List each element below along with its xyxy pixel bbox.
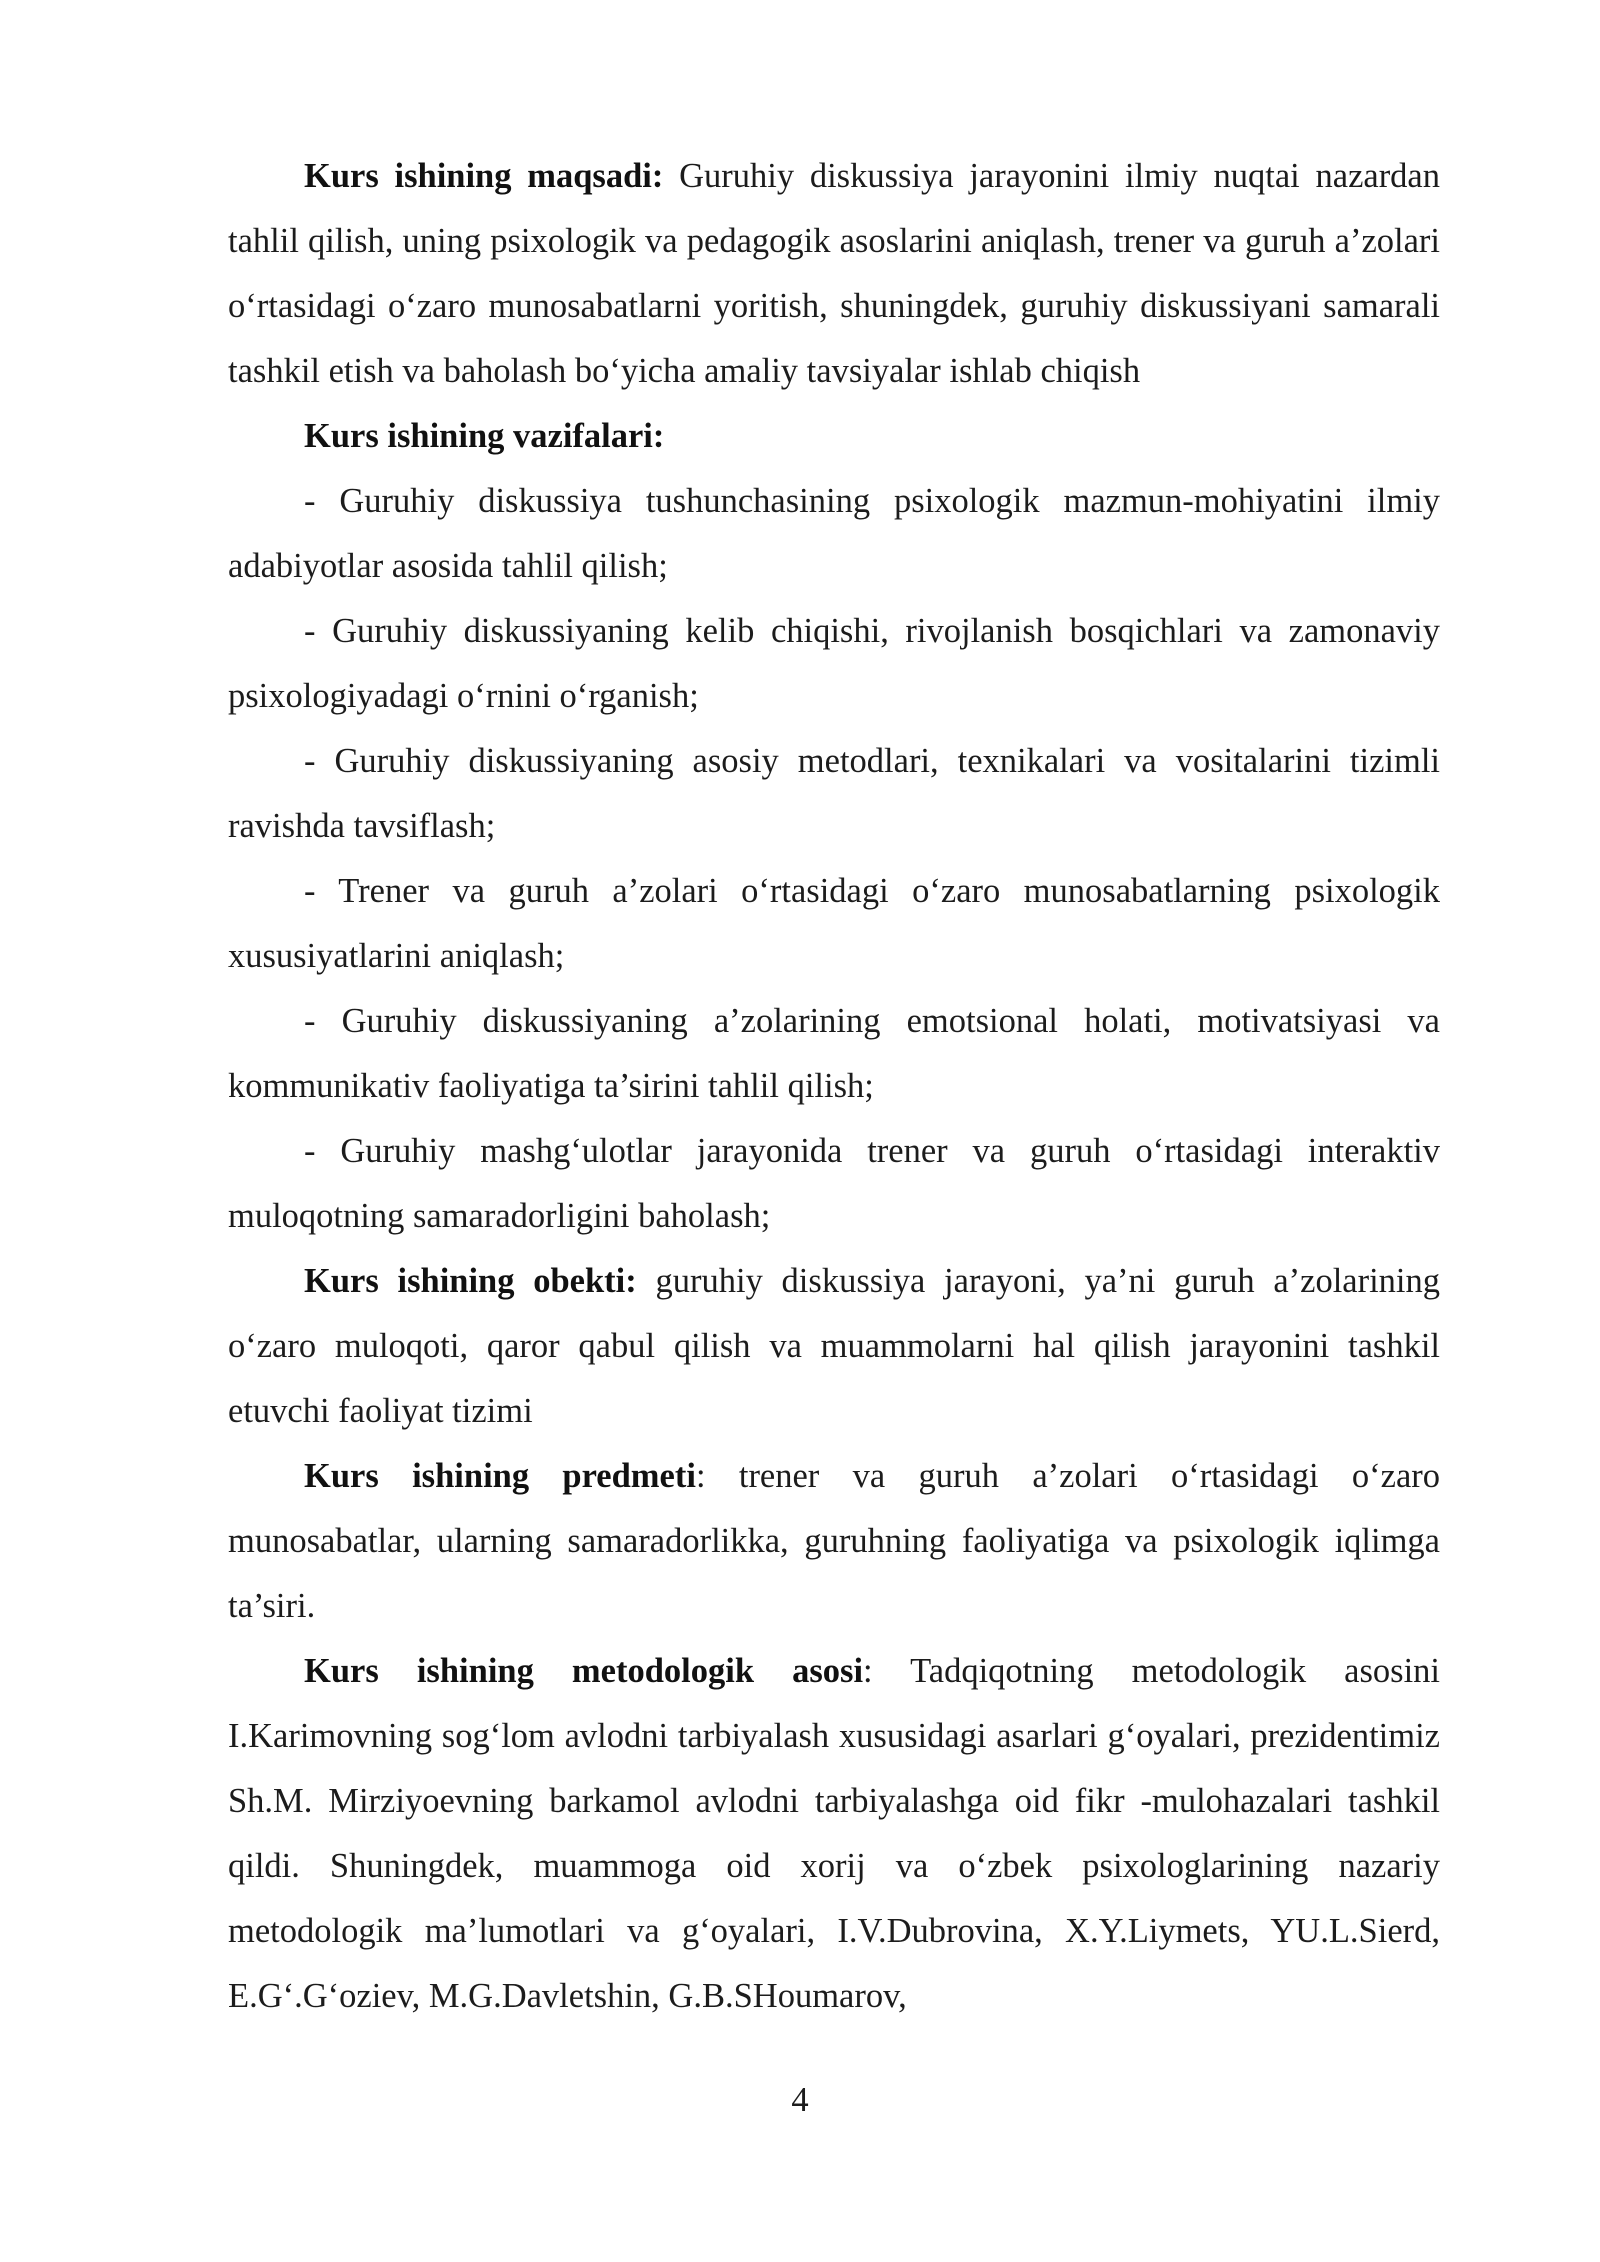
list-item-task-4 xyxy=(228,859,1440,989)
paragraph-lead: Kurs ishining predmeti xyxy=(304,1457,696,1495)
paragraph-text: - Guruhiy diskussiyaning asosiy metodlari, texnikalari va vositalarini tizimli ravishda tavsiflash; xyxy=(228,742,1440,845)
paragraph-text: - Trener va guruh a’zolari o‘rtasidagi o‘zaro munosabatlarning psixologik xususiyatlarini aniqlash; xyxy=(228,872,1440,975)
paragraph-text: - Guruhiy mashg‘ulotlar jarayonida trener va guruh o‘rtasidagi interaktiv muloqotning samaradorligini baholash; xyxy=(228,1132,1440,1235)
paragraph-tasks-heading xyxy=(228,404,1440,469)
list-item-task-6 xyxy=(228,1119,1440,1249)
paragraph-goal xyxy=(228,144,1440,404)
list-item-task-2 xyxy=(228,599,1440,729)
paragraph-lead: Kurs ishining maqsadi: xyxy=(304,157,664,195)
paragraph-object xyxy=(228,1249,1440,1444)
list-item-task-5 xyxy=(228,989,1440,1119)
list-item-task-1 xyxy=(228,469,1440,599)
page-number: 4 xyxy=(791,2081,809,2119)
paragraph-subject xyxy=(228,1444,1440,1639)
paragraph-methodology xyxy=(228,1639,1440,2029)
paragraph-text: - Guruhiy diskussiyaning kelib chiqishi, rivojlanish bosqichlari va zamonaviy psixologiyadagi o‘rnini o‘rganish; xyxy=(228,612,1440,715)
paragraph-text: guruhiy diskussiya jarayoni, ya’ni guruh a’zolarining o‘zaro muloqoti, qaror qabul qilish va muammolarni hal qilish jarayonini tashkil etuvchi faoliyat tizimi xyxy=(228,1262,1440,1430)
page-body xyxy=(228,144,1440,2029)
paragraph-text: : Tadqiqotning metodologik asosini I.Karimovning sog‘lom avlodni tarbiyalash xususidagi asarlari g‘oyalari, prezidentimiz Sh.M. Mirziyoevning barkamol avlodni tarbiyalashga oid fikr -mulohazalari tashkil qildi. Shuningdek, muammoga oid xorij va o‘zbek psixologlarining nazariy metodologik ma’lumotlari va g‘oyalari, I.V.Dubrovina, X.Y.Liymets, YU.L.Sierd, E.G‘.G‘oziev, M.G.Davletshin, G.B.SHoumarov, xyxy=(228,1652,1440,2015)
paragraph-lead: Kurs ishining vazifalari: xyxy=(304,417,665,455)
paragraph-text: : trener va guruh a’zolari o‘rtasidagi o‘zaro munosabatlar, ularning samaradorlikka, guruhning faoliyatiga va psixologik iqlimga ta’siri. xyxy=(228,1457,1440,1625)
paragraph-text: - Guruhiy diskussiyaning a’zolarining emotsional holati, motivatsiyasi va kommunikativ faoliyatiga ta’sirini tahlil qilish; xyxy=(228,1002,1440,1105)
paragraph-lead: Kurs ishining obekti: xyxy=(304,1262,637,1300)
list-item-task-3 xyxy=(228,729,1440,859)
paragraph-lead: Kurs ishining metodologik asosi xyxy=(304,1652,864,1690)
paragraph-text: Guruhiy diskussiya jarayonini ilmiy nuqtai nazardan tahlil qilish, uning psixologik va pedagogik asoslarini aniqlash, trener va guruh a’zolari o‘rtasidagi o‘zaro munosabatlarni yoritish, shuningdek, guruhiy diskussiyani samarali tashkil etish va baholash bo‘yicha amaliy tavsiyalar ishlab chiqish xyxy=(228,157,1440,390)
paragraph-text: - Guruhiy diskussiya tushunchasining psixologik mazmun-mohiyatini ilmiy adabiyotlar asosida tahlil qilish; xyxy=(228,482,1440,585)
